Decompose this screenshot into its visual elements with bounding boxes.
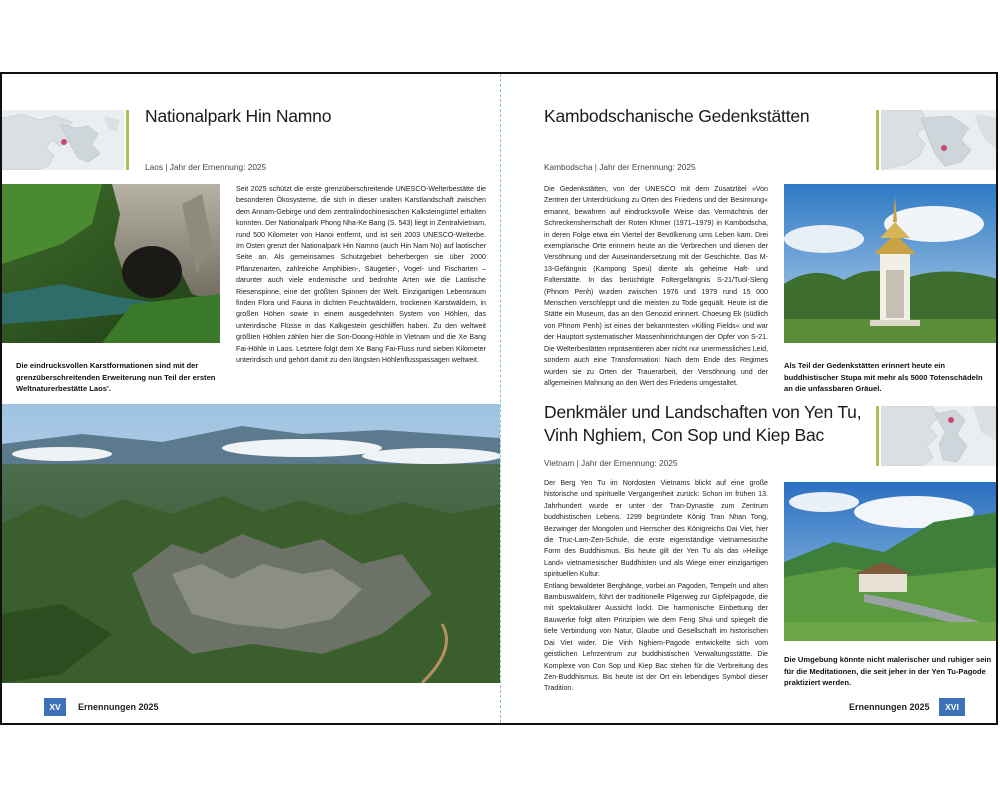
- title-accent-bar: [126, 110, 129, 170]
- section2-title-line2: Vinh Nghiem, Con Sop und Kiep Bac: [544, 425, 825, 445]
- section2-meta: Vietnam | Jahr der Ernennung: 2025: [544, 458, 678, 468]
- map-dot: [61, 139, 67, 145]
- pagoda-photo: [784, 482, 998, 641]
- title-accent-bar-3: [876, 406, 879, 466]
- map-dot: [941, 145, 947, 151]
- section1-title: Kambodschanische Gedenkstätten: [544, 106, 810, 126]
- map-dot: [948, 417, 954, 423]
- left-page-title: Nationalpark Hin Namno: [145, 106, 332, 126]
- section1-body: Die Gedenkstätten, von der UNESCO mit dem Zusatztitel »Von Zentren der Unterdrückung zu Orten des Friedens und der Besinnung« ernannt, bewahren auf eindrucksvolle Weise das Vermächtnis der Schreckensherrschaft der Roten Khmer (1971–1979) in Kambodscha, in deren Folge etwa ein Viertel der Bevölkerung ums Leben kam. Drei exemplarische Orte erinnern heute an die Verbrechen und dienen der Versöhnung und der Auseinandersetzung mit der Geschichte. Das M-13-Gefängnis (Kampong Speu) diente als geheime Haft- und Folterstätte. In das berüchtigte Foltergefängnis S-21/Tuol-Sleng (Phnom Penh) wurden zwischen 1976 und 1979 rund 15 000 Menschen verschleppt und die meisten zu Tode gequält. Heute ist die Stätte ein Museum, das an den Genozid erinnert. Choeung Ek (südlich von Phnom Penh) ist eines der bekanntesten »Killing Fields« und war der Hauptort systematischer Massenhinrichtungen der Opfer von S-21. Die Welterbestätten repräsentieren aber nicht nur unermessliches Leid, sondern auch eine Transformation: Nach dem Ende des Regimes wurden sie zu Orten der Trauerarbeit, der Versöhnung und der allgemeinen Mahnung an den Wert des Friedens umgestaltet.: [544, 185, 768, 387]
- book-spread: [0, 72, 998, 725]
- left-page-caption: Die eindrucksvollen Karstformationen sind mit der grenzüberschreitenden Erweiterung nun Teil der ersten Weltnaturerbestätte Laos'.: [16, 361, 216, 394]
- left-page-body: Seit 2025 schützt die erste grenzüberschreitende UNESCO-Welterbestätte die besonderen Ökosysteme, die sich in dieser uralten Karstlandschaft zwischen dem Annam-Gebirge und dem zentralindochinesischen Kalksteingürtel erhalten konnten. Der Nationalpark Phong Nha-Ke Bang (S. 543) liegt in Zentralvietnam, rund 500 Kilometer von Hanoi entfernt, und ist seit 2003 UNESCO-Welterbe. Im Osten grenzt der Nationalpark Hin Namno (auch Hin Nam No) auf laotischer Seite an. Als gemeinsames Schutzgebiet beherbergen sie über 2000 Pflanzenarten, zahlreiche Amphibien-, Säugetier-, Vogel- und Fischarten – darunter auch viele endemische und bedrohte Arten wie die Laotische Riesenspinne, eine der größten Spinnen der Welt. Einzigartigen Lebensraum finden Flora und Fauna in dichten Feuchtwäldern, trockenen Karstwäldern, in großen Höhen sowie in einem ausgedehnten System von Höhlen, das unterirdische Flüsse in das Kalkgestein geschliffen haben. Zu den weltweit größten Höhlen zählen hier die Son-Doong-Höhle in Vietnam und die Xe Bang Fai-Höhle in Laos. Letztere folgt dem Xe Bang Fai-Fluss rund sieben Kilometer unterirdisch und gehört damit zu den längsten Höhlenflusspassagen weltweit.: [236, 185, 486, 365]
- page-number-badge-right: XVI: [939, 698, 965, 716]
- page-number-badge-left: XV: [44, 698, 66, 716]
- section2-caption: Die Umgebung könnte nicht malerischer und ruhiger sein für die Meditationen, die seit jeher in der Yen Tu-Pagode praktiziert werden.: [784, 655, 992, 688]
- stupa-photo: [784, 184, 998, 343]
- section1-caption: Als Teil der Gedenkstätten erinnert heute ein buddhistischer Stupa mit mehr als 5000 Totenschädeln an die unfassbaren Gräuel.: [784, 361, 983, 394]
- section2-title-line1: Denkmäler und Landschaften von Yen Tu,: [544, 402, 862, 422]
- title-accent-bar-2: [876, 110, 879, 170]
- locator-map-laos: [2, 110, 124, 170]
- locator-map-vietnam: [881, 406, 998, 466]
- locator-map-cambodia: [881, 110, 998, 170]
- karst-landscape-photo: [2, 404, 500, 683]
- page-fold-line: [500, 74, 501, 723]
- section2-body: Der Berg Yen Tu im Nordosten Vietnams blickt auf eine große historische und spirituelle Vergangenheit zurück: Schon im frühen 13. Jahrhundert wurde er unter der Tran-Dynastie zum Zentrum buddhistischen Lebens. 1299 begründete König Tran Nhan Tong, Bezwinger der Mongolen und Herrscher des Königreichs Dai Viet, hier die Truc-Lam-Zen-Schule, die erste eigenständige vietnamesische Form des Buddhismus. Bis heute gilt der Yen Tu als das »Heilige Land« vietnamesischer Buddhisten und als Wiege einer einzigartigen spirituellen Kultur. Entlang bewaldeter Berghänge, vorbei an Pagoden, Tempeln und alten Bambuswäldern, führt der traditionelle Pilgerweg zur Gipfelpagode, die mit spektakulärer Aussicht lockt. Die harmonische Einbettung der Bauwerke folgt alten Prinzipien wie dem Feng Shui und spiegelt die tiefe Verbindung von Natur, Glaube und Gesellschaft im historischen Dai Viet wider. Die Vinh Nghiem-Pagode entwickelte sich vom geistlichen Lehrzentrum zur buddhistischen Verwaltungsstätte. Die Komplexe von Con Sop und Kiep Bac stehen für die Verbreitung des Zen-Buddhismus. Bis heute ist der Ort ein lebendiges Symbol dieser Tradition.: [544, 479, 768, 693]
- cave-photo: [2, 184, 220, 343]
- left-page-meta: Laos | Jahr der Ernennung: 2025: [145, 162, 267, 172]
- left-footer-label: Ernennungen 2025: [78, 702, 159, 712]
- section1-meta: Kambodscha | Jahr der Ernennung: 2025: [544, 162, 696, 172]
- right-footer-label: Ernennungen 2025: [849, 702, 930, 712]
